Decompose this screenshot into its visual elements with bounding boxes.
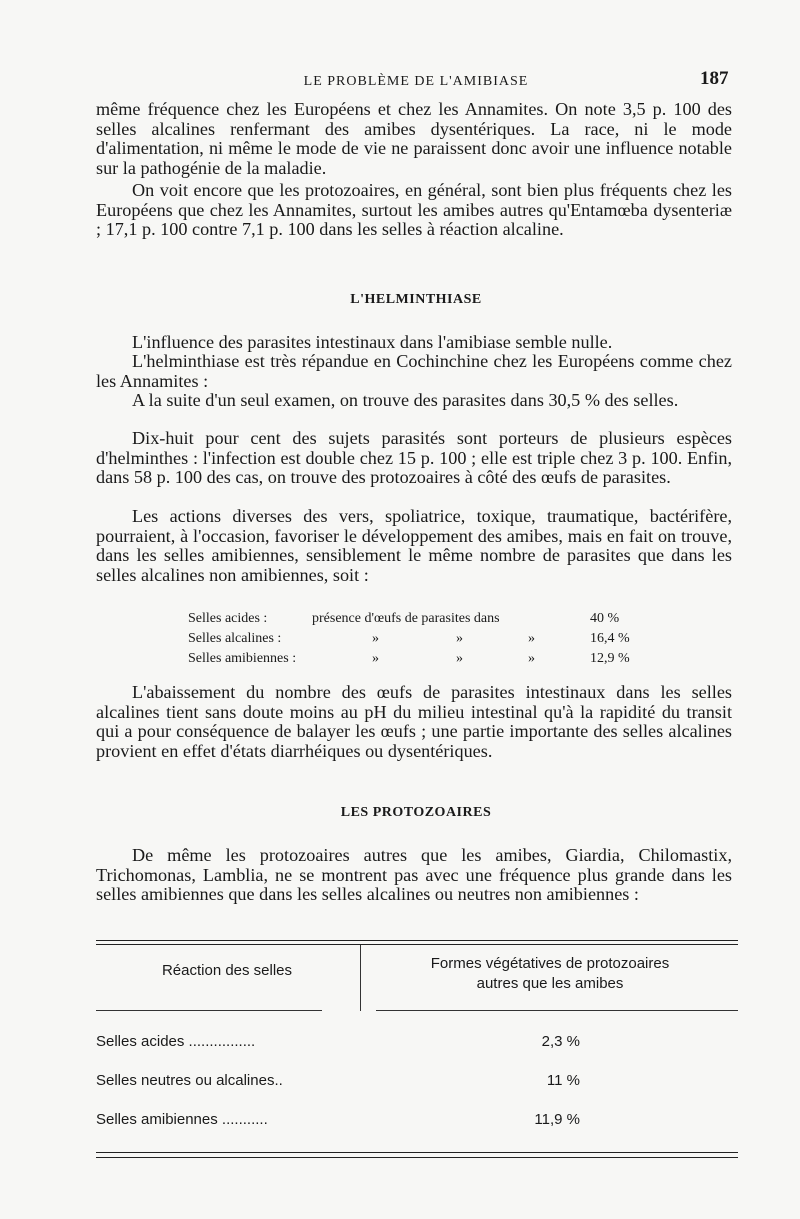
table-bottom-rule-2 — [96, 1157, 738, 1158]
table-bottom-rule — [96, 1152, 738, 1153]
paragraph-intro-1: même fréquence chez les Européens et chez les Annamites. On note 3,5 p. 100 des selles alcalines renfermant des amibes dysentériques. La race, ni le mode d'alimentation, ni même le mode de vie ne paraissent donc avoir une influence notable sur la pathogénie de la maladie. — [96, 99, 732, 178]
table-cell-reaction: Selles amibiennes ........... — [96, 1111, 268, 1128]
paragraph-helminth-6: L'abaissement du nombre des œufs de parasites intestinaux dans les selles alcalines tient sans doute moins au pH du milieu intestinal qu'à la rapidité du transit qui a pour conséquence de balayer les œufs ; une partie importante des selles alcalines provient en effet d'états diarrhéiques ou dysentériques. — [96, 682, 732, 761]
paragraph-helminth-3: A la suite d'un seul examen, on trouve des parasites dans 30,5 % des selles. — [132, 390, 679, 410]
paragraph-protozoa-1: De même les protozoaires autres que les amibes, Giardia, Chilomastix, Trichomonas, Lamblia, ne se montrent pas avec une fréquence plus grande dans les selles amibiennes que dans les selles alcalines ou neutres non amibiennes : — [96, 845, 732, 905]
table-column-divider — [360, 945, 361, 1011]
list-item: Selles acides : présence d'œufs de parasites dans 40 % — [188, 611, 620, 626]
page-number: 187 — [700, 68, 729, 89]
table-header-reaction: Réaction des selles — [161, 962, 293, 979]
list-item: Selles amibiennes : » » » 12,9 % — [188, 651, 630, 666]
section-title-helminthiase: L'HELMINTHIASE — [350, 292, 482, 307]
parasite-list — [188, 611, 688, 671]
table-cell-value: 11 % — [546, 1072, 580, 1089]
paragraph-intro-2: On voit encore que les protozoaires, en général, sont bien plus fréquents chez les Européens que chez les Annamites, surtout les amibes autres qu'Entamœba dysenteriæ ; 17,1 p. 100 contre 7,1 p. 100 dans les selles à réaction alcaline. — [96, 180, 732, 240]
table-top-rule-2 — [96, 944, 738, 945]
table-header-rule-right — [376, 1010, 738, 1011]
running-title: LE PROBLÈME DE L'AMIBIASE — [303, 74, 529, 89]
table-cell-value: 11,9 % — [534, 1111, 580, 1128]
table-top-rule — [96, 940, 738, 941]
table-cell-reaction: Selles neutres ou alcalines.. — [96, 1072, 283, 1089]
table-header-rule-left — [96, 1010, 322, 1011]
table-cell-reaction: Selles acides ................ — [96, 1033, 256, 1050]
section-title-protozoaires: LES PROTOZOAIRES — [340, 805, 492, 820]
table-header-forms: Formes végétatives de protozoaires autres que les amibes — [430, 955, 670, 992]
list-item: Selles alcalines : » » » 16,4 % — [188, 631, 630, 646]
paragraph-helminth-5: Les actions diverses des vers, spoliatrice, toxique, traumatique, bactérifère, pourraient, à l'occasion, favoriser le développement des amibes, mais en fait on trouve, dans les selles amibiennes, sensiblement le même nombre de parasites que dans les selles alcalines non amibiennes, soit : — [96, 506, 732, 585]
table-cell-value: 2,3 % — [541, 1033, 580, 1050]
paragraph-helminth-1: L'influence des parasites intestinaux dans l'amibiase semble nulle. — [132, 332, 613, 352]
paragraph-helminth-2: L'helminthiase est très répandue en Cochinchine chez les Européens comme chez les Annamites : — [96, 351, 732, 391]
paragraph-helminth-4: Dix-huit pour cent des sujets parasités sont porteurs de plusieurs espèces d'helminthes : l'infection est double chez 15 p. 100 ; elle est triple chez 3 p. 100. Enfin, dans 58 p. 100 des cas, on trouve des protozoaires à côté des œufs de parasites. — [96, 428, 732, 488]
